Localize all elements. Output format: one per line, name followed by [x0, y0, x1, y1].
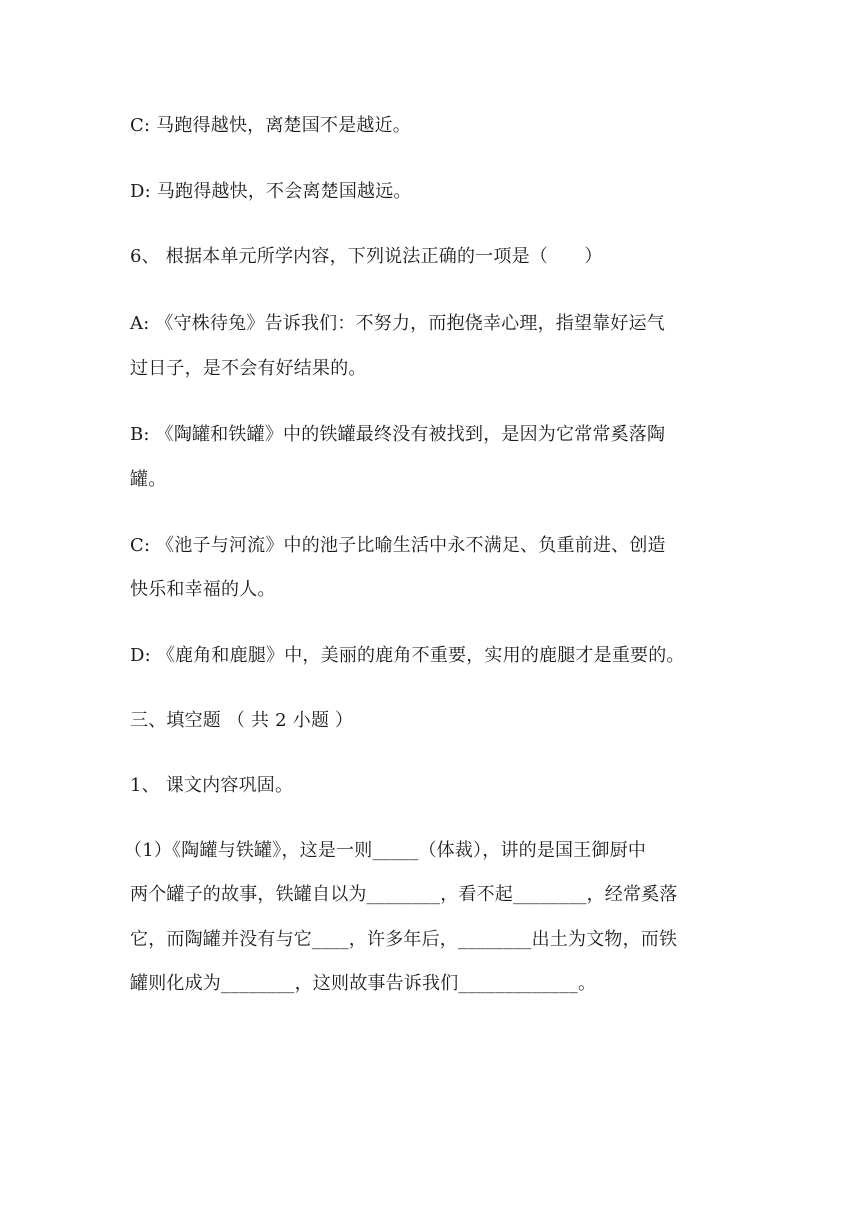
q6-option-a-line2: 过日子，是不会有好结果的。	[130, 358, 367, 379]
section-3-q1-part1-line3: 它，而陶罐并没有与它____，许多年后，________出土为文物，而铁	[130, 929, 678, 950]
section-3-heading: 三、填空题 （ 共 2 小题 ）	[130, 710, 354, 731]
q6-option-c-line2: 快乐和幸福的人。	[130, 579, 276, 600]
section-3-q1-stem: 1、 课文内容巩固。	[130, 775, 294, 796]
q6-option-a-line1: A: 《守株待兔》告诉我们：不努力，而抱侥幸心理，指望靠好运气	[130, 313, 665, 334]
q6-option-c-line1: C: 《池子与河流》中的池子比喻生活中永不满足、负重前进、创造	[130, 535, 666, 556]
q5-option-d: D: 马跑得越快，不会离楚国越远。	[130, 181, 412, 202]
section-3-q1-part1-line4: 罐则化成为________，这则故事告诉我们_____________。	[130, 973, 597, 994]
q5-option-c: C: 马跑得越快，离楚国不是越近。	[130, 115, 411, 136]
q6-option-b-line1: B: 《陶罐和铁罐》中的铁罐最终没有被找到，是因为它常常奚落陶	[130, 424, 666, 445]
q6-option-b-line2: 罐。	[130, 469, 167, 490]
section-3-q1-part1-line1: （1）《陶罐与铁罐》，这是一则_____（体裁），讲的是国王御厨中	[124, 840, 647, 861]
section-3-q1-part1-line2: 两个罐子的故事，铁罐自以为________，看不起________，经常奚落	[130, 884, 678, 905]
q6-stem: 6、 根据本单元所学内容，下列说法正确的一项是（ ）	[130, 246, 603, 267]
q6-option-d: D: 《鹿角和鹿腿》中，美丽的鹿角不重要，实用的鹿腿才是重要的。	[130, 645, 685, 666]
